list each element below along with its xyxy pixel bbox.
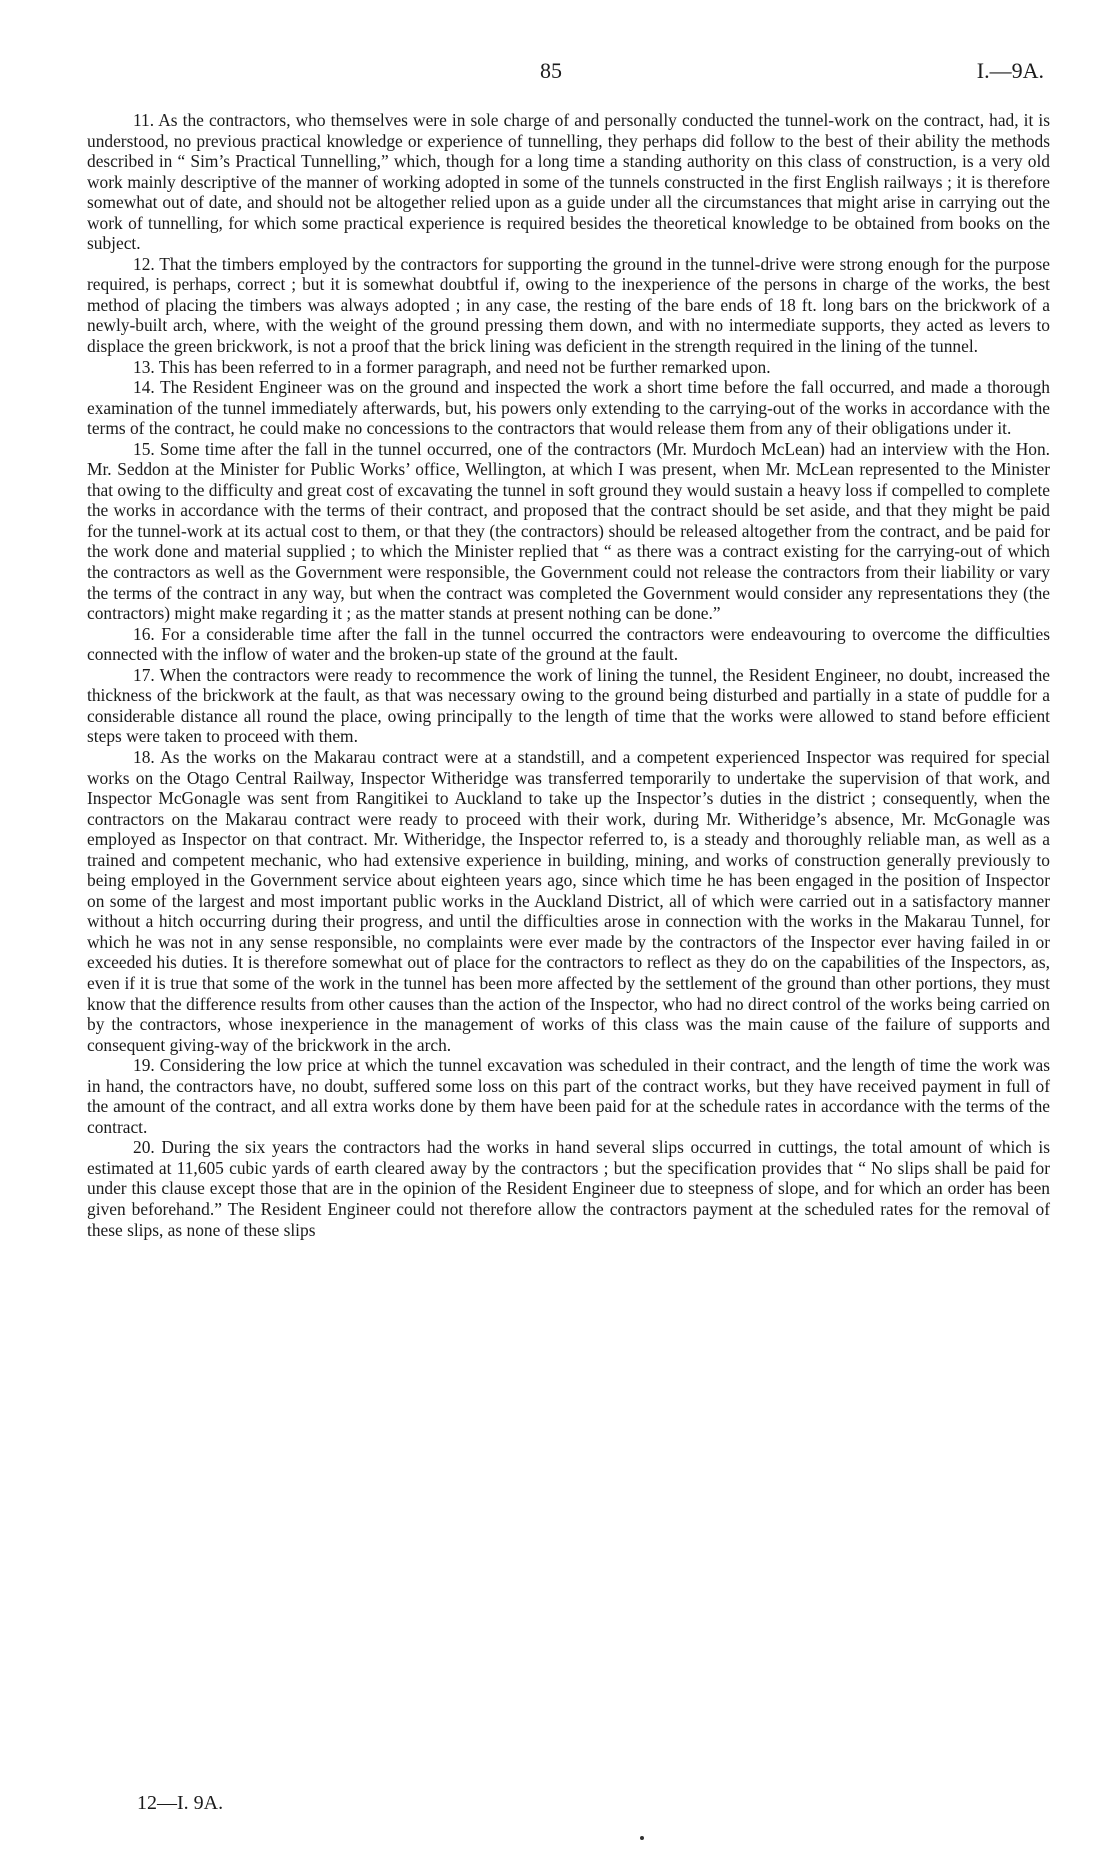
- page-number: 85: [540, 58, 562, 83]
- paragraph-13: 13. This has been referred to in a former paragraph, and need not be further remarked upon.: [133, 356, 771, 377]
- page-header: [0, 58, 1114, 88]
- paragraph-14: 14. The Resident Engineer was on the ground and inspected the work a short time before the fall occurred, and made a thorough examination of the tunnel immediately afterwards, but, his powers only extending to the carrying-out of the works in accordance with the terms of the contract, he could make no concessions to the contractors that would release them from any of their obligations under it.: [87, 377, 1050, 439]
- paragraph-16: 16. For a considerable time after the fall in the tunnel occurred the contractors were endeavouring to overcome the difficulties connected with the inflow of water and the broken-up state of the ground at the fault.: [87, 623, 1050, 665]
- signature-mark: 12—I. 9A.: [137, 1792, 224, 1814]
- paragraph-15: 15. Some time after the fall in the tunnel occurred, one of the contractors (Mr. Murdoch McLean) had an interview with the Hon. Mr. Seddon at the Minister for Public Works’ office, Wellington, at which I was present, when Mr. McLean represented to the Minister that owing to the difficulty and great cost of excavating the tunnel in soft ground they would sustain a heavy loss if compelled to complete the works in accordance with the terms of their contract, and proposed that the contract should be set aside, and that they might be paid for the tunnel-work at its actual cost to them, or that they (the contractors) should be released altogether from the contract, and be paid for the work done and material supplied ; to which the Minister replied that “ as there was a contract existing for the carrying-out of which the contractors as well as the Government were responsible, the Government could not release the contractors from their liability or vary the terms of the contract in any way, but when the contract was completed the Government would consider any representations they (the contractors) might make regarding it ; as the matter stands at present nothing can be done.”: [87, 438, 1050, 624]
- paragraph-20: 20. During the six years the contractors had the works in hand several slips occurred in cuttings, the total amount of which is estimated at 11,605 cubic yards of earth cleared away by the contractors ; but the specification provides that “ No slips shall be paid for under this clause except those that are in the opinion of the Resident Engineer due to steepness of slope, and for which an order has been given beforehand.” The Resident Engineer could not therefore allow the contractors payment at the scheduled rates for the removal of these slips, as none of these slips: [87, 1137, 1050, 1240]
- paragraph-17: 17. When the contractors were ready to recommence the work of lining the tunnel, the Resident Engineer, no doubt, increased the thickness of the brickwork at the fault, as that was necessary owing to the ground being disturbed and partially in a state of puddle for a considerable distance all round the place, owing principally to the length of time that the works were allowed to stand before efficient steps were taken to proceed with them.: [87, 664, 1050, 747]
- body-text: [87, 110, 1050, 1240]
- paragraph-19: 19. Considering the low price at which the tunnel excavation was scheduled in their contract, and the length of time the work was in hand, the contractors have, no doubt, suffered some loss on this part of the contract works, but they have received payment in full of the amount of the contract, and all extra works done by them have been paid for at the schedule rates in accordance with the terms of the contract.: [87, 1055, 1050, 1137]
- ink-dot: [640, 1836, 644, 1840]
- paragraph-12: 12. That the timbers employed by the contractors for supporting the ground in the tunnel-drive were strong enough for the purpose required, is perhaps, correct ; but it is somewhat doubtful if, owing to the inexperience of the persons in charge of the works, the best method of placing the timbers was always adopted ; in any case, the resting of the bare ends of 18 ft. long bars on the brickwork of a newly-built arch, where, with the weight of the ground pressing them down, and with no intermediate supports, they acted as levers to displace the green brickwork, is not a proof that the brick lining was deficient in the strength required in the lining of the tunnel.: [87, 253, 1050, 357]
- page-reference: I.—9A.: [976, 58, 1044, 83]
- paragraph-11: 11. As the contractors, who themselves were in sole charge of and personally conducted the tunnel-work on the contract, had, it is understood, no previous practical knowledge or experience of tunnelling, they perhaps did follow to the best of their ability the methods described in “ Sim’s Practical Tunnelling,” which, though for a long time a standing authority on this class of construction, is a very old work mainly descriptive of the manner of working adopted in some of the tunnels constructed in the first English railways ; it is therefore somewhat out of date, and should not be altogether relied upon as a guide under all the circumstances that might arise in carrying out the work of tunnelling, for which some practical experience is required besides the theoretical knowledge to be obtained from books on the subject.: [87, 110, 1050, 254]
- paragraph-18: 18. As the works on the Makarau contract were at a standstill, and a competent experienced Inspector was required for special works on the Otago Central Railway, Inspector Witheridge was transferred temporarily to undertake the supervision of that work, and Inspector McGonagle was sent from Rangitikei to Auckland to take up the Inspector’s duties in the district ; consequently, when the contractors on the Makarau contract were ready to proceed with their work, during Mr. Witheridge’s absence, Mr. McGonagle was employed as Inspector on that contract. Mr. Witheridge, the Inspector referred to, is a steady and thoroughly reliable man, as well as a trained and competent mechanic, who had extensive experience in building, mining, and works of construction generally previously to being employed in the Government service about eighteen years ago, since which time he has been engaged in the position of Inspector on some of the largest and most important public works in the Auckland District, all of which were carried out in a satisfactory manner without a hitch occurring during their progress, and until the difficulties arose in connection with the works in the Makarau Tunnel, for which he was not in any sense responsible, no complaints were ever made by the contractors of the Inspector ever having failed in or exceeded his duties. It is therefore somewhat out of place for the contractors to reflect as they do on the capabilities of the Inspectors, as, even if it is true that some of the work in the tunnel has been more affected by the settlement of the ground than other portions, they must know that the difference results from other causes than the action of the Inspector, who had no direct control of the works being carried on by the contractors, whose inexperience in the management of works of this class was the main cause of the failure of supports and consequent giving-way of the brickwork in the arch.: [87, 746, 1050, 1055]
